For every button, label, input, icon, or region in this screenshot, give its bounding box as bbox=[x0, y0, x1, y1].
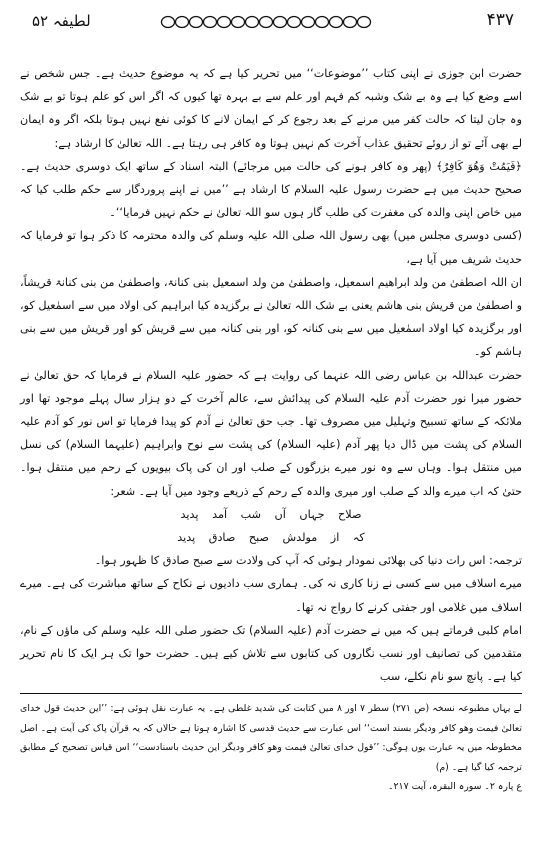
verse-line: کہ از مولدش صبح صادق پدید bbox=[177, 531, 365, 545]
verse-line: صلاح جہاں آں شب آمد پدید bbox=[180, 507, 362, 521]
paragraph: ﴿فَيَمُتْ وَهُوَ كَافِرٌ﴾ (پھر وہ کافر ہونے کی حالت میں مرجائے) البتہ اسناد کے ساتھ ایک دوسری حدیث ہے۔ صحیح حدیث میں ہے حضرت رسول علیہ السلام کا ارشاد ہے ’’میں نے اپنے پروردگار سے حکم طلب کیا کہ میں خاص اپنی والدہ کی مغفرت کی طلب گار ہوں سو اللہ تعالیٰ نے حکم نہیں فرمایا‘‘۔ bbox=[20, 159, 522, 220]
paragraph: حضرت ابن جوزی نے اپنی کتاب ’’موضوعات‘‘ میں تحریر کیا ہے کہ یہ موضوع حدیث ہے۔ جس شخص نے اسے وضع کیا ہے وہ بے شک وشبہ کم فہم اور علم سے بے بہرہ تھا کیوں کہ اگر اس کو علم ہوتا تو بے شک وہ جان لیتا کہ حالت کفر میں مرنے کے بعد رجوع کر کے ایمان لانے کا کوئی نفع نہیں ہوتا بلکہ اگر وہ ایمان لے بھی آئے تو از روئے تحقیق عذاب آخرت کم نہیں ہوتا وہ کافر ہی رہتا ہے۔ اللہ تعالیٰ کا ارشاد ہے: bbox=[20, 67, 522, 150]
paragraph: حضرت عبداللہ بن عباس رضی اللہ عنہما کی روایت ہے کہ حضور علیہ السلام نے فرمایا کہ حق تعالیٰ نے حضور میرا نور حضرت آدم علیہ السلام کی پیدائش سے، عالم آخرت کے دو ہزار سال پہلے موجود تھا اور ملائکہ کے ساتھ تسبیح وتہلیل میں مصروف تھا۔ جب حق تعالیٰ نے آدم کو پیدا فرمایا تو اس نور کو آدم علیہ السلام کی پشت میں ڈال دیا پھر آدم (علیہ السلام) کی پشت سے نوح وابراہیم (علیہما السلام) کی نسل میں منتقل ہوا۔ وہاں سے وہ نور میرے بزرگوں کے صلب اور ان کی پاک بیویوں کے رحم میں منتقل ہوا۔ حتیٰ کہ اب میرے والد کے صلب اور میری والدہ کے رحم کے ذریعے وجود میں آیا ہے۔ شعر: bbox=[20, 368, 522, 498]
paragraph: میرے اسلاف میں سے کسی نے زنا کاری نہ کی۔ ہماری سب دادیوں نے نکاح کے ساتھ مباشرت کی ہے۔ میرے اسلاف میں غلامی اور جفتی کرنے کا رواج نہ تھا۔ bbox=[20, 577, 522, 614]
page-header bbox=[0, 0, 540, 44]
page-number: ۴۳۷ bbox=[486, 10, 514, 30]
paragraph: (کسی دوسری مجلس میں) بھی رسول اللہ صلی اللہ علیہ وسلم کی والدہ محترمہ کا ذکر ہوا تو فرمایا کہ حدیث شریف میں آیا ہے، bbox=[20, 229, 522, 266]
translation-paragraph: ترجمہ: اس رات دنیا کی بھلائی نمودار ہوئی کہ آپ کی ولادت سے صبح صادق کا ظہور ہوا۔ bbox=[94, 554, 522, 568]
main-text bbox=[20, 62, 522, 688]
paragraph: ان اللہ اصطفیٰ من ولد ابراھیم اسمعیل، واصطفیٰ من ولد اسمعیل بنی کنانۃ، واصطفیٰ من بنی کنانۃ قریشاً، و اصطفیٰ من قریش بنی ھاشم یعنی بے شک اللہ تعالیٰ نے برگزیدہ کیا ابراہیم کی اولاد میں سے اسمٰعیل کو، اور برگزیدہ کیا اولاد اسمٰعیل میں سے بنی کنانہ کو، اور بنی کنانہ میں سے قریش کو اور قریش میں سے بنی ہاشم کو۔ bbox=[20, 275, 522, 359]
footnotes bbox=[20, 699, 522, 797]
chain-ornament-icon bbox=[160, 14, 380, 30]
page-title: لطیفہ ۵۲ bbox=[32, 12, 91, 30]
footnote: ع پارہ ۲۔ سورہ البقرہ، آیت ۲۱۷۔ bbox=[388, 781, 522, 792]
footnote-divider bbox=[20, 693, 522, 694]
footnote: لے یہاں مطبوعہ نسخہ (ص ۲۷۱) سطر ۷ اور ۸ میں کتابت کی شدید غلطی ہے۔ یہ عبارت نقل ہوئی ہے: ’’این حدیث قول خدای تعالیٰ فیمت وھو کافر ودیگر بسند است‘‘ اس عبارت سے حدیث قدسی کا اشارہ ہوتا ہے حالاں کہ یہ قرآن پاک کی آیت ہے۔ اصل مخطوطہ میں یہ عبارت یوں ہوگی: ’’قول خدای تعالیٰ فیمت وھو کافر ودیگر این حدیث باسنادست‘‘ اس قیاس تصحیح کے مطابق ترجمہ کیا گیا ہے۔ (م) bbox=[20, 703, 523, 773]
paragraph: امام کلبی فرماتے ہیں کہ میں نے حضرت آدم (علیہ السلام) تک حضور صلی اللہ علیہ وسلم کی ماؤں کے نام، متقدمین کی تصانیف اور نسب نگاروں کی کتابوں سے تلاش کیے ہیں۔ حضرت حوا تک ہر ایک کا نام تحریر کیا ہے۔ پانچ سو نام نکلے، سب bbox=[20, 623, 522, 684]
